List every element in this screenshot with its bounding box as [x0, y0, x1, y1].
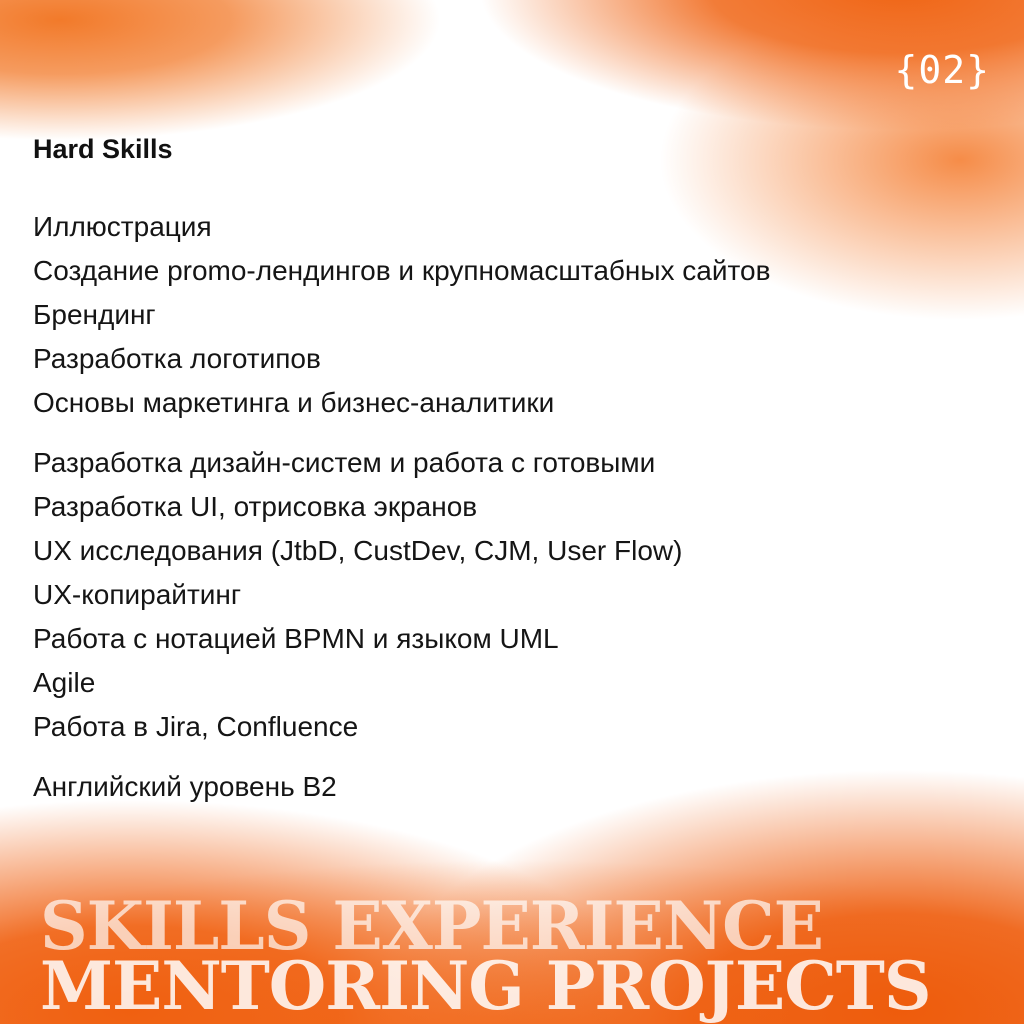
- watermark-line-1: SKILLS EXPERIENCE: [40, 887, 823, 965]
- skill-item: UX-копирайтинг: [33, 579, 242, 610]
- skill-item: Разработка дизайн-систем и работа с готовыми: [33, 447, 656, 478]
- skill-item: Основы маркетинга и бизнес-аналитики: [33, 387, 555, 418]
- skill-group-language: [33, 765, 770, 809]
- skill-item: UX исследования (JtbD, CustDev, CJM, User Flow): [33, 535, 683, 566]
- skill-item: Agile: [33, 667, 96, 698]
- skill-item: Иллюстрация: [33, 211, 212, 242]
- skill-item: Разработка UI, отрисовка экранов: [33, 491, 478, 522]
- skill-group-product: [33, 441, 770, 749]
- skill-group-design: [33, 205, 770, 425]
- skill-item: Работа с нотацией BPMN и языком UML: [33, 623, 559, 654]
- skill-item: Разработка логотипов: [33, 343, 321, 374]
- skill-item: Английский уровень B2: [33, 771, 337, 802]
- background-watermark: [40, 887, 931, 1024]
- skill-item: Работа в Jira, Confluence: [33, 711, 359, 742]
- section-title: Hard Skills: [33, 134, 173, 164]
- skill-item: Брендинг: [33, 299, 156, 330]
- skills-list: [33, 205, 770, 809]
- watermark-line-2: MENTORING PROJECTS: [40, 947, 931, 1024]
- skill-item: Создание promo-лендингов и крупномасштабных сайтов: [33, 255, 771, 286]
- page-number: {02}: [894, 48, 990, 92]
